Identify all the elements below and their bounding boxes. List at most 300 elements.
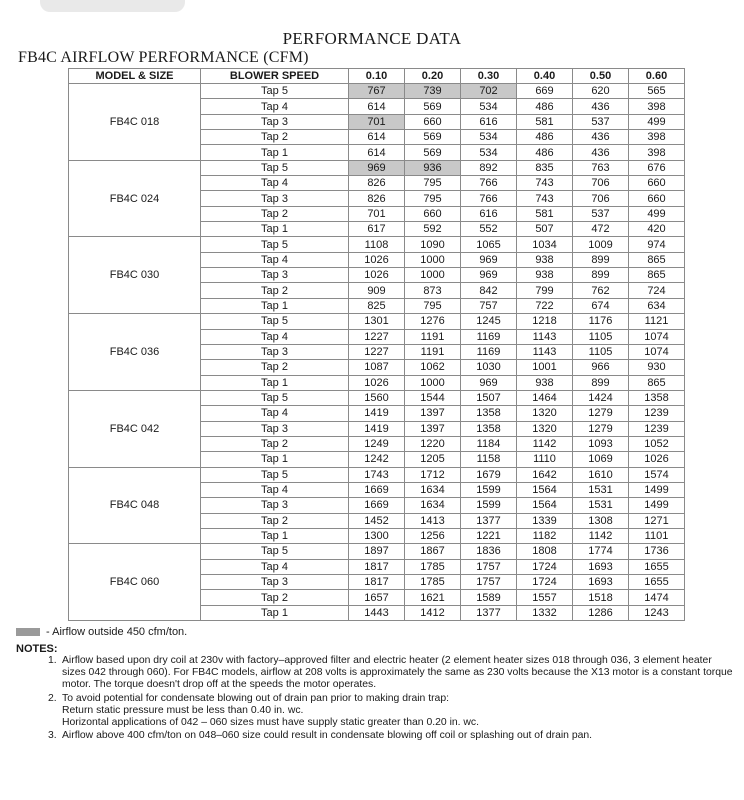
airflow-value-cell: 1564 [517, 482, 573, 497]
table-row [69, 314, 685, 329]
blower-speed-cell: Tap 4 [201, 176, 349, 191]
airflow-value-cell: 1218 [517, 314, 573, 329]
airflow-value-cell: 499 [629, 206, 685, 221]
airflow-value-cell: 1169 [461, 329, 517, 344]
airflow-value-cell: 826 [349, 176, 405, 191]
airflow-value-cell: 1358 [629, 390, 685, 405]
airflow-value-cell: 1221 [461, 528, 517, 543]
airflow-value-cell: 722 [517, 298, 573, 313]
airflow-value-cell: 762 [573, 283, 629, 298]
airflow-value-cell: 795 [405, 191, 461, 206]
blower-speed-cell: Tap 5 [201, 467, 349, 482]
model-size-cell: FB4C 030 [69, 268, 201, 283]
note-number: 3. [48, 730, 57, 742]
airflow-value-cell: 1743 [349, 467, 405, 482]
airflow-value-cell: 1105 [573, 329, 629, 344]
table-row [69, 360, 685, 375]
notes-list [48, 655, 733, 743]
airflow-value-cell: 1143 [517, 329, 573, 344]
airflow-value-cell: 592 [405, 222, 461, 237]
airflow-value-cell: 766 [461, 176, 517, 191]
airflow-value-cell: 1634 [405, 498, 461, 513]
table-row [69, 375, 685, 390]
blower-speed-cell: Tap 4 [201, 482, 349, 497]
airflow-value-cell: 1256 [405, 528, 461, 543]
blower-speed-cell: Tap 2 [201, 590, 349, 605]
airflow-value-cell: 1377 [461, 513, 517, 528]
airflow-value-cell: 1110 [517, 452, 573, 467]
airflow-value-cell: 1817 [349, 575, 405, 590]
airflow-value-cell: 1419 [349, 421, 405, 436]
blower-speed-cell: Tap 2 [201, 436, 349, 451]
note-item [48, 655, 733, 692]
blower-speed-cell: Tap 1 [201, 145, 349, 160]
table-row [69, 544, 685, 559]
airflow-value-cell: 966 [573, 360, 629, 375]
airflow-value-cell: 1034 [517, 237, 573, 252]
airflow-value-cell: 1424 [573, 390, 629, 405]
airflow-value-cell: 1736 [629, 544, 685, 559]
note-text: Return static pressure must be less than 0.40 in. wc. [62, 704, 304, 716]
airflow-value-cell: 1030 [461, 360, 517, 375]
airflow-value-cell: 436 [573, 145, 629, 160]
airflow-value-cell: 969 [461, 268, 517, 283]
note-text: Horizontal applications of 042 – 060 sizes must have supply static greater than 0.20 in. wc. [62, 717, 480, 729]
airflow-value-cell: 507 [517, 222, 573, 237]
table-row [69, 528, 685, 543]
blower-speed-cell: Tap 5 [201, 160, 349, 175]
airflow-value-cell: 1065 [461, 237, 517, 252]
airflow-value-cell: 436 [573, 130, 629, 145]
airflow-value-cell: 892 [461, 160, 517, 175]
airflow-value-cell: 724 [629, 283, 685, 298]
airflow-value-cell: 565 [629, 84, 685, 99]
airflow-value-cell: 1339 [517, 513, 573, 528]
blower-speed-cell: Tap 5 [201, 544, 349, 559]
note-text: Airflow based upon dry coil at 230v with factory–approved filter and electric heater (2 element heater sizes 018 through 036, 3 element heater sizes 042 through 060). For FB4C models, airflow at 208 volts is approximately the same as 230 volts because the X13 motor is a constant torque motor. The torque doesn't drop off at the speeds the motor operates. [62, 655, 733, 691]
model-size-cell: FB4C 036 [69, 344, 201, 359]
blower-speed-cell: Tap 2 [201, 513, 349, 528]
table-row [69, 436, 685, 451]
model-size-spacer [69, 390, 201, 405]
airflow-value-cell: 1599 [461, 482, 517, 497]
airflow-value-cell: 569 [405, 99, 461, 114]
airflow-value-cell: 1599 [461, 498, 517, 513]
airflow-value-cell: 1785 [405, 559, 461, 574]
header-row [69, 69, 685, 84]
airflow-value-cell: 616 [461, 114, 517, 129]
table-row [69, 559, 685, 574]
airflow-value-cell: 634 [629, 298, 685, 313]
airflow-value-cell: 1227 [349, 344, 405, 359]
airflow-value-cell: 617 [349, 222, 405, 237]
airflow-value-cell: 1108 [349, 237, 405, 252]
airflow-value-cell: 1026 [349, 268, 405, 283]
airflow-value-cell: 499 [629, 114, 685, 129]
table-title: FB4C AIRFLOW PERFORMANCE (CFM) [18, 49, 309, 66]
airflow-value-cell: 1074 [629, 329, 685, 344]
airflow-value-cell: 398 [629, 99, 685, 114]
airflow-value-cell: 1000 [405, 375, 461, 390]
table-row [69, 605, 685, 620]
airflow-value-cell: 1464 [517, 390, 573, 405]
model-size-spacer [69, 360, 201, 375]
airflow-value-cell: 706 [573, 176, 629, 191]
airflow-value-cell: 1074 [629, 344, 685, 359]
model-size-spacer [69, 99, 201, 114]
table-row [69, 344, 685, 359]
airflow-value-cell: 660 [405, 114, 461, 129]
table-row [69, 145, 685, 160]
blower-speed-cell: Tap 3 [201, 114, 349, 129]
airflow-value-cell: 1069 [573, 452, 629, 467]
blower-speed-cell: Tap 5 [201, 84, 349, 99]
model-size-spacer [69, 513, 201, 528]
airflow-value-cell: 974 [629, 237, 685, 252]
airflow-value-cell: 486 [517, 145, 573, 160]
airflow-value-cell: 486 [517, 130, 573, 145]
airflow-value-cell: 1169 [461, 344, 517, 359]
airflow-value-cell: 398 [629, 130, 685, 145]
blower-speed-cell: Tap 1 [201, 605, 349, 620]
airflow-value-cell: 706 [573, 191, 629, 206]
airflow-value-cell: 1184 [461, 436, 517, 451]
blower-speed-cell: Tap 5 [201, 314, 349, 329]
airflow-value-cell: 1557 [517, 590, 573, 605]
airflow-value-cell: 472 [573, 222, 629, 237]
airflow-value-cell: 1026 [349, 375, 405, 390]
airflow-value-cell: 486 [517, 99, 573, 114]
airflow-value-cell: 537 [573, 114, 629, 129]
note-item [48, 693, 733, 730]
airflow-value-cell: 1774 [573, 544, 629, 559]
airflow-value-cell: 767 [349, 84, 405, 99]
airflow-value-cell: 534 [461, 145, 517, 160]
airflow-value-cell: 1610 [573, 467, 629, 482]
table-row [69, 467, 685, 482]
model-size-spacer [69, 544, 201, 559]
pressure-header: 0.10 [349, 69, 405, 84]
model-size-spacer [69, 467, 201, 482]
airflow-value-cell: 757 [461, 298, 517, 313]
airflow-value-cell: 835 [517, 160, 573, 175]
airflow-value-cell: 865 [629, 268, 685, 283]
airflow-value-cell: 1000 [405, 252, 461, 267]
blower-speed-cell: Tap 2 [201, 206, 349, 221]
airflow-value-cell: 1182 [517, 528, 573, 543]
table-row [69, 99, 685, 114]
model-size-cell: FB4C 018 [69, 114, 201, 129]
airflow-value-cell: 1679 [461, 467, 517, 482]
table-row [69, 513, 685, 528]
table-row [69, 114, 685, 129]
airflow-value-cell: 614 [349, 145, 405, 160]
blower-speed-cell: Tap 4 [201, 99, 349, 114]
airflow-value-cell: 660 [629, 176, 685, 191]
table-row [69, 421, 685, 436]
airflow-value-cell: 1320 [517, 421, 573, 436]
airflow-value-cell: 969 [461, 252, 517, 267]
table-row [69, 268, 685, 283]
model-size-cell: FB4C 042 [69, 421, 201, 436]
model-size-header: MODEL & SIZE [69, 69, 201, 84]
airflow-value-cell: 1300 [349, 528, 405, 543]
airflow-value-cell: 1757 [461, 559, 517, 574]
airflow-value-cell: 1474 [629, 590, 685, 605]
airflow-value-cell: 1227 [349, 329, 405, 344]
model-size-spacer [69, 252, 201, 267]
airflow-value-cell: 799 [517, 283, 573, 298]
airflow-value-cell: 1286 [573, 605, 629, 620]
airflow-value-cell: 969 [349, 160, 405, 175]
model-size-spacer [69, 176, 201, 191]
notes-title: NOTES: [16, 643, 58, 655]
airflow-value-cell: 873 [405, 283, 461, 298]
airflow-value-cell: 739 [405, 84, 461, 99]
model-size-spacer [69, 528, 201, 543]
model-size-spacer [69, 406, 201, 421]
airflow-value-cell: 1452 [349, 513, 405, 528]
airflow-value-cell: 1271 [629, 513, 685, 528]
blower-speed-cell: Tap 3 [201, 268, 349, 283]
legend [16, 626, 187, 638]
airflow-value-cell: 1158 [461, 452, 517, 467]
table-row [69, 237, 685, 252]
note-text: Airflow above 400 cfm/ton on 048–060 size could result in condensate blowing off coil or splashing out of drain pan. [62, 730, 593, 742]
model-size-spacer [69, 605, 201, 620]
blower-speed-cell: Tap 1 [201, 452, 349, 467]
model-size-spacer [69, 84, 201, 99]
table-row [69, 482, 685, 497]
blower-speed-cell: Tap 3 [201, 498, 349, 513]
airflow-value-cell: 1243 [629, 605, 685, 620]
table-body [69, 84, 685, 621]
airflow-value-cell: 1142 [517, 436, 573, 451]
airflow-value-cell: 1279 [573, 421, 629, 436]
airflow-value-cell: 1589 [461, 590, 517, 605]
airflow-value-cell: 552 [461, 222, 517, 237]
airflow-value-cell: 1693 [573, 559, 629, 574]
model-size-spacer [69, 482, 201, 497]
airflow-value-cell: 1867 [405, 544, 461, 559]
airflow-value-cell: 1105 [573, 344, 629, 359]
page-title: PERFORMANCE DATA [282, 29, 462, 48]
legend-text: - Airflow outside 450 cfm/ton. [46, 626, 188, 638]
airflow-value-cell: 865 [629, 375, 685, 390]
note-number: 2. [48, 692, 57, 704]
airflow-value-cell: 766 [461, 191, 517, 206]
airflow-value-cell: 660 [405, 206, 461, 221]
airflow-value-cell: 899 [573, 375, 629, 390]
airflow-value-cell: 1358 [461, 406, 517, 421]
airflow-value-cell: 534 [461, 130, 517, 145]
airflow-value-cell: 1087 [349, 360, 405, 375]
airflow-value-cell: 1544 [405, 390, 461, 405]
airflow-value-cell: 1009 [573, 237, 629, 252]
blower-speed-cell: Tap 2 [201, 283, 349, 298]
airflow-value-cell: 1499 [629, 498, 685, 513]
airflow-value-cell: 420 [629, 222, 685, 237]
airflow-value-cell: 1413 [405, 513, 461, 528]
model-size-spacer [69, 559, 201, 574]
airflow-value-cell: 1724 [517, 559, 573, 574]
table-row [69, 406, 685, 421]
airflow-value-cell: 1308 [573, 513, 629, 528]
airflow-value-cell: 1531 [573, 498, 629, 513]
airflow-value-cell: 1205 [405, 452, 461, 467]
table-row [69, 498, 685, 513]
model-size-spacer [69, 145, 201, 160]
airflow-value-cell: 1052 [629, 436, 685, 451]
airflow-value-cell: 842 [461, 283, 517, 298]
model-size-spacer [69, 314, 201, 329]
airflow-value-cell: 660 [629, 191, 685, 206]
airflow-value-cell: 1332 [517, 605, 573, 620]
airflow-value-cell: 1655 [629, 575, 685, 590]
airflow-value-cell: 1397 [405, 421, 461, 436]
airflow-value-cell: 899 [573, 252, 629, 267]
airflow-value-cell: 743 [517, 176, 573, 191]
airflow-value-cell: 1143 [517, 344, 573, 359]
pressure-header: 0.40 [517, 69, 573, 84]
airflow-value-cell: 1419 [349, 406, 405, 421]
model-size-cell: FB4C 060 [69, 575, 201, 590]
airflow-value-cell: 1574 [629, 467, 685, 482]
airflow-value-cell: 938 [517, 375, 573, 390]
airflow-value-cell: 1191 [405, 344, 461, 359]
airflow-value-cell: 1276 [405, 314, 461, 329]
blower-speed-cell: Tap 2 [201, 130, 349, 145]
airflow-value-cell: 620 [573, 84, 629, 99]
model-size-spacer [69, 436, 201, 451]
pressure-header: 0.30 [461, 69, 517, 84]
blower-speed-cell: Tap 4 [201, 559, 349, 574]
airflow-performance-table [68, 68, 685, 621]
model-size-spacer [69, 375, 201, 390]
airflow-value-cell: 1836 [461, 544, 517, 559]
airflow-value-cell: 614 [349, 130, 405, 145]
airflow-value-cell: 930 [629, 360, 685, 375]
airflow-value-cell: 1001 [517, 360, 573, 375]
airflow-value-cell: 938 [517, 268, 573, 283]
airflow-value-cell: 1693 [573, 575, 629, 590]
airflow-value-cell: 614 [349, 99, 405, 114]
airflow-value-cell: 825 [349, 298, 405, 313]
table-row [69, 252, 685, 267]
table-row [69, 590, 685, 605]
table-row [69, 222, 685, 237]
airflow-value-cell: 1090 [405, 237, 461, 252]
airflow-value-cell: 1621 [405, 590, 461, 605]
table-row [69, 575, 685, 590]
table-row [69, 283, 685, 298]
airflow-value-cell: 795 [405, 298, 461, 313]
airflow-value-cell: 1669 [349, 498, 405, 513]
airflow-value-cell: 743 [517, 191, 573, 206]
model-size-spacer [69, 206, 201, 221]
airflow-value-cell: 436 [573, 99, 629, 114]
model-size-spacer [69, 222, 201, 237]
airflow-value-cell: 537 [573, 206, 629, 221]
airflow-value-cell: 534 [461, 99, 517, 114]
airflow-value-cell: 701 [349, 114, 405, 129]
airflow-value-cell: 1808 [517, 544, 573, 559]
airflow-value-cell: 1101 [629, 528, 685, 543]
airflow-value-cell: 1249 [349, 436, 405, 451]
airflow-value-cell: 1062 [405, 360, 461, 375]
airflow-value-cell: 826 [349, 191, 405, 206]
table-row [69, 84, 685, 99]
note-text: To avoid potential for condensate blowing out of drain pan prior to making drain trap: [62, 692, 449, 704]
table-row [69, 176, 685, 191]
airflow-value-cell: 1093 [573, 436, 629, 451]
airflow-value-cell: 1242 [349, 452, 405, 467]
model-size-cell: FB4C 024 [69, 191, 201, 206]
airflow-value-cell: 1531 [573, 482, 629, 497]
model-size-spacer [69, 329, 201, 344]
table-row [69, 206, 685, 221]
airflow-value-cell: 1499 [629, 482, 685, 497]
airflow-value-cell: 909 [349, 283, 405, 298]
airflow-value-cell: 581 [517, 206, 573, 221]
airflow-value-cell: 398 [629, 145, 685, 160]
airflow-value-cell: 1026 [349, 252, 405, 267]
blower-speed-cell: Tap 2 [201, 360, 349, 375]
airflow-value-cell: 1142 [573, 528, 629, 543]
airflow-value-cell: 1000 [405, 268, 461, 283]
airflow-value-cell: 1279 [573, 406, 629, 421]
airflow-value-cell: 1191 [405, 329, 461, 344]
airflow-value-cell: 1560 [349, 390, 405, 405]
blower-speed-cell: Tap 1 [201, 298, 349, 313]
airflow-value-cell: 1121 [629, 314, 685, 329]
model-size-spacer [69, 237, 201, 252]
table-row [69, 298, 685, 313]
airflow-value-cell: 616 [461, 206, 517, 221]
airflow-value-cell: 1301 [349, 314, 405, 329]
blower-speed-cell: Tap 1 [201, 528, 349, 543]
airflow-value-cell: 569 [405, 130, 461, 145]
airflow-value-cell: 1518 [573, 590, 629, 605]
blower-speed-cell: Tap 1 [201, 222, 349, 237]
airflow-value-cell: 1239 [629, 406, 685, 421]
airflow-value-cell: 795 [405, 176, 461, 191]
table-row [69, 160, 685, 175]
table-row [69, 452, 685, 467]
model-size-spacer [69, 298, 201, 313]
airflow-value-cell: 899 [573, 268, 629, 283]
airflow-value-cell: 969 [461, 375, 517, 390]
blower-speed-cell: Tap 3 [201, 344, 349, 359]
airflow-value-cell: 763 [573, 160, 629, 175]
airflow-value-cell: 1634 [405, 482, 461, 497]
airflow-value-cell: 1397 [405, 406, 461, 421]
airflow-value-cell: 1724 [517, 575, 573, 590]
pressure-header: 0.60 [629, 69, 685, 84]
model-size-spacer [69, 452, 201, 467]
note-number: 1. [48, 655, 57, 666]
blower-speed-cell: Tap 5 [201, 237, 349, 252]
model-size-spacer [69, 283, 201, 298]
blower-speed-cell: Tap 1 [201, 375, 349, 390]
airflow-value-cell: 1897 [349, 544, 405, 559]
model-size-cell: FB4C 048 [69, 498, 201, 513]
blower-speed-cell: Tap 4 [201, 406, 349, 421]
blower-speed-header: BLOWER SPEED [201, 69, 349, 84]
blower-speed-cell: Tap 3 [201, 191, 349, 206]
blower-speed-cell: Tap 3 [201, 575, 349, 590]
airflow-value-cell: 1712 [405, 467, 461, 482]
